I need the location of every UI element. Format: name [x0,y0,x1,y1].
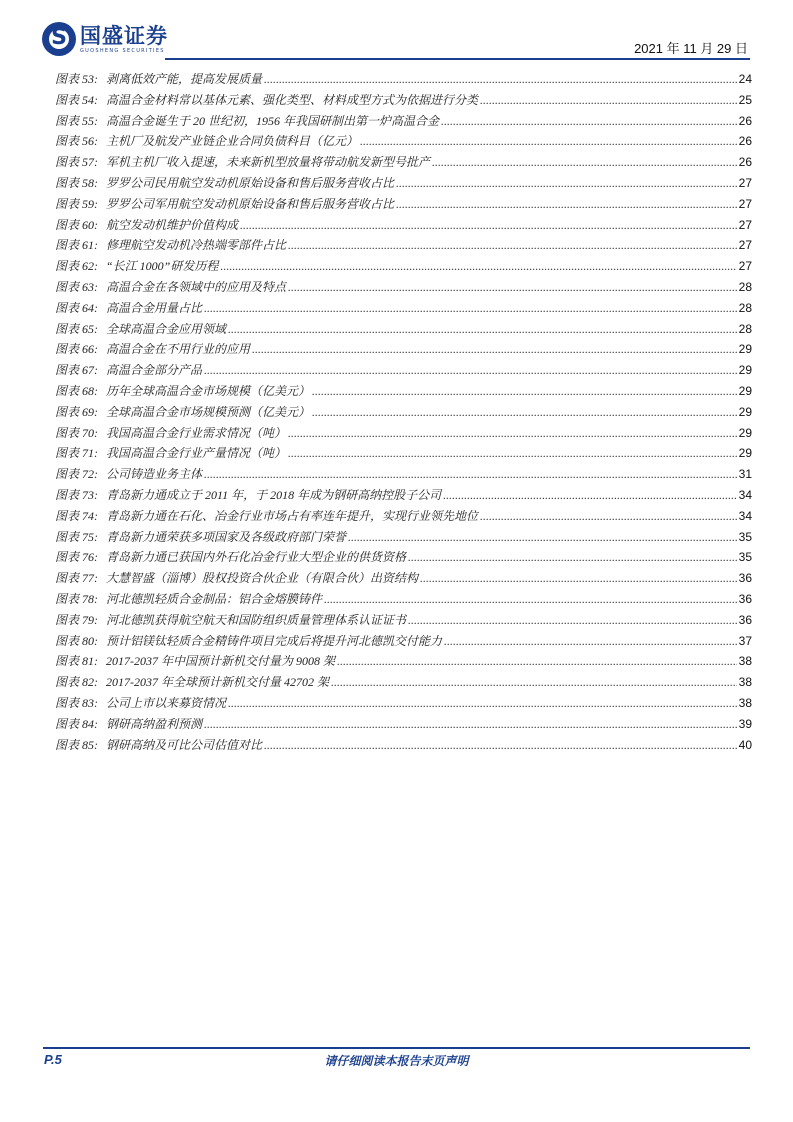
dot-leader [204,363,737,378]
report-date: 2021 年 11 月 29 日 [634,41,748,56]
figure-title[interactable]: 我国高温合金行业需求情况（吨） [106,425,287,440]
page-ref[interactable]: 37 [738,633,752,648]
page-ref[interactable]: 28 [738,279,752,294]
dot-leader [324,592,737,607]
dot-leader [288,446,737,461]
dot-leader [252,342,737,357]
toc-entry[interactable] [55,174,752,195]
page-ref[interactable]: 28 [738,321,752,336]
dot-leader [312,384,737,399]
page-ref[interactable]: 39 [738,716,752,731]
toc-entry[interactable] [55,424,752,445]
dot-leader [480,509,737,524]
figure-label: 图表 69: [55,404,98,419]
toc-entry[interactable] [55,257,752,278]
figure-title[interactable]: 高温合金材料常以基体元素、强化类型、材料成型方式为依据进行分类 [106,92,479,107]
dot-leader [396,197,737,212]
toc-entry[interactable] [55,153,752,174]
figure-title[interactable]: 剥离低效产能，提高发展质量 [106,72,263,86]
page-ref[interactable]: 27 [738,217,752,232]
dot-leader [288,426,737,441]
dot-leader [396,176,737,191]
toc-entry[interactable] [55,195,752,216]
dot-leader [480,93,737,108]
dot-leader [204,717,737,732]
figure-label: 图表 81: [55,654,98,669]
toc-entry[interactable] [55,299,752,320]
figure-label: 图表 57: [55,155,98,170]
figure-title[interactable]: 钢研高纳及可比公司估值对比 [106,737,263,752]
figure-title[interactable]: 大慧智盛（淄博）股权投资合伙企业（有限合伙）出资结构 [106,571,419,586]
figure-title[interactable]: 青岛新力通已获国内外石化冶金行业大型企业的供货资格 [106,550,407,565]
figure-title[interactable]: 高温合金用量占比 [106,300,203,315]
figure-label: 图表 85: [55,737,98,752]
figure-label: 图表 65: [55,321,98,336]
figure-title[interactable]: 河北德凯轻质合金制品：铝合金熔膜铸件 [106,591,323,606]
page-ref[interactable]: 29 [738,425,752,440]
figure-title[interactable]: 河北德凯获得航空航天和国防组织质量管理体系认证证书 [106,612,407,627]
figure-label: 图表 64: [55,300,98,315]
toc-entry[interactable] [55,673,752,694]
toc-entry[interactable] [55,611,752,632]
figure-label: 图表 56: [55,134,98,149]
figure-label: 图表 55: [55,113,98,128]
dot-leader [204,467,737,482]
disclaimer: 请仔细阅读本报告末页声明 [324,1054,469,1068]
dot-leader [220,259,736,274]
header-divider [165,58,750,60]
toc-entry[interactable] [55,361,752,382]
figure-label: 图表 74: [55,508,98,523]
figure-label: 图表 79: [55,612,98,627]
page-ref[interactable]: 28 [738,300,752,315]
page-ref[interactable]: 27 [738,196,752,211]
dot-leader [331,675,737,690]
page-ref[interactable]: 40 [738,737,752,752]
figure-label: 图表 78: [55,591,98,606]
figure-label: 图表 53: [55,72,98,86]
page-ref[interactable]: 26 [738,155,752,170]
page-ref[interactable]: 26 [738,113,752,128]
dot-leader [288,238,737,253]
figure-title[interactable]: 公司铸造业务主体 [106,467,203,482]
figure-title[interactable]: 修理航空发动机冷热端零部件占比 [106,238,287,253]
page-ref[interactable]: 27 [738,175,752,190]
figure-label: 图表 66: [55,342,98,357]
page-ref[interactable]: 29 [738,446,752,461]
figure-title[interactable]: 罗罗公司军用航空发动机原始设备和售后服务营收占比 [106,196,395,211]
toc-entry[interactable] [55,91,752,112]
figure-label: 图表 71: [55,446,98,461]
dot-leader [264,738,737,753]
page-ref[interactable]: 27 [738,259,752,274]
logo-name: 国盛证券 [80,24,168,48]
toc-entry[interactable] [55,70,752,91]
dot-leader [432,155,737,170]
figure-title[interactable]: 2017-2037 年中国预计新机交付量为 9008 架 [106,654,335,669]
figure-title[interactable]: 全球高温合金市场规模预测（亿美元） [106,404,311,419]
page-ref[interactable]: 29 [738,363,752,378]
figure-label: 图表 75: [55,529,98,544]
figure-title[interactable]: 青岛新力通成立于 2011 年，于 2018 年成为钢研高纳控股子公司 [106,487,442,502]
figure-title[interactable]: 高温合金部分产品 [106,363,203,378]
toc-entry[interactable] [55,112,752,133]
figure-title[interactable]: 罗罗公司民用航空发动机原始设备和售后服务营收占比 [106,175,395,190]
toc-entry[interactable] [55,486,752,507]
dot-leader [360,134,737,149]
toc-entry[interactable] [55,569,752,590]
page-ref[interactable]: 34 [738,487,752,502]
figure-title[interactable]: 青岛新力通在石化、冶金行业市场占有率连年提升，实现行业领先地位 [106,508,479,523]
dot-leader [444,634,737,649]
page-ref[interactable]: 25 [738,92,752,107]
page-ref[interactable]: 38 [738,675,752,690]
figure-label: 图表 76: [55,550,98,565]
page-ref[interactable]: 29 [738,342,752,357]
dot-leader [228,322,737,337]
page-ref[interactable]: 26 [738,134,752,149]
dot-leader [264,72,737,87]
figure-label: 图表 82: [55,675,98,690]
page-ref[interactable]: 35 [738,550,752,565]
toc-entry[interactable] [55,715,752,736]
page-ref[interactable]: 29 [738,404,752,419]
toc-entry[interactable] [55,736,752,757]
figure-title[interactable]: 军机主机厂收入提速，未来新机型放量将带动航发新型号批产 [106,155,431,170]
figure-label: 图表 77: [55,571,98,586]
figure-title[interactable]: 高温合金在不用行业的应用 [106,342,251,357]
figure-label: 图表 83: [55,695,98,710]
toc-entry[interactable] [55,632,752,653]
page-ref[interactable]: 35 [738,529,752,544]
figure-title[interactable]: “长江 1000”研发历程 [106,259,219,274]
page-ref[interactable]: 34 [738,508,752,523]
figure-label: 图表 61: [55,238,98,253]
dot-leader [420,571,737,586]
dot-leader [204,301,737,316]
figure-title[interactable]: 公司上市以来募资情况 [106,695,227,710]
toc-entry[interactable] [55,403,752,424]
dot-leader [443,488,737,503]
dot-leader [337,654,737,669]
page-ref[interactable]: 38 [738,695,752,710]
figure-title[interactable]: 历年全球高温合金市场规模（亿美元） [106,383,311,398]
figure-label: 图表 70: [55,425,98,440]
figure-label: 图表 68: [55,383,98,398]
dot-leader [441,114,737,129]
dot-leader [312,405,737,420]
footer-divider [43,1047,750,1049]
figure-title[interactable]: 预计铝镁钛轻质合金精铸件项目完成后将提升河北德凯交付能力 [106,633,443,648]
figure-title[interactable]: 航空发动机维护价值构成 [106,217,239,232]
figure-title[interactable]: 高温合金诞生于 20 世纪初，1956 年我国研制出第一炉高温合金 [106,113,440,128]
page-ref[interactable]: 36 [738,612,752,627]
toc-entry[interactable] [55,444,752,465]
dot-leader [408,550,737,565]
toc-entry[interactable] [55,694,752,715]
figure-label: 图表 80: [55,633,98,648]
figure-title[interactable]: 高温合金在各领域中的应用及特点 [106,279,287,294]
toc-entry[interactable] [55,132,752,153]
figure-label: 图表 63: [55,279,98,294]
page-ref[interactable]: 31 [738,467,752,482]
toc-entry[interactable] [55,320,752,341]
page-ref[interactable]: 29 [738,383,752,398]
figure-title[interactable]: 主机厂及航发产业链企业合同负债科目（亿元） [106,134,359,149]
figure-label: 图表 54: [55,92,98,107]
page-ref[interactable]: 36 [738,571,752,586]
dot-leader [240,218,737,233]
page-ref[interactable]: 36 [738,591,752,606]
toc-entry[interactable] [55,465,752,486]
figure-label: 图表 67: [55,363,98,378]
figure-title[interactable]: 我国高温合金行业产量情况（吨） [106,446,287,461]
toc-entry[interactable] [55,382,752,403]
figure-label: 图表 72: [55,467,98,482]
toc-entry[interactable] [55,548,752,569]
page-number: P.5 [44,1052,62,1067]
dot-leader [288,280,737,295]
figure-title[interactable]: 2017-2037 年全球预计新机交付量 42702 架 [106,675,329,690]
figure-title[interactable]: 全球高温合金应用领域 [106,321,227,336]
toc-entry[interactable] [55,528,752,549]
toc-entry[interactable] [55,507,752,528]
figure-label: 图表 58: [55,175,98,190]
figure-title[interactable]: 青岛新力通荣获多项国家及各级政府部门荣誉 [106,529,347,544]
toc-entry[interactable] [55,278,752,299]
figure-title[interactable]: 钢研高纳盈利预测 [106,716,203,731]
page-ref[interactable]: 38 [738,654,752,669]
logo-name-en: GUOSHENG SECURITIES [80,48,165,54]
toc-entry[interactable] [55,340,752,361]
figure-index [55,70,752,756]
toc-entry[interactable] [55,590,752,611]
page-ref[interactable]: 27 [738,238,752,253]
dot-leader [348,530,737,545]
toc-entry[interactable] [55,236,752,257]
logo-icon [42,22,76,56]
figure-label: 图表 62: [55,259,98,274]
dot-leader [228,696,737,711]
figure-label: 图表 60: [55,217,98,232]
page-ref[interactable]: 24 [738,72,752,86]
figure-label: 图表 73: [55,487,98,502]
figure-label: 图表 59: [55,196,98,211]
toc-entry[interactable] [55,216,752,237]
company-logo [42,22,168,56]
dot-leader [408,613,737,628]
toc-entry[interactable] [55,652,752,673]
figure-label: 图表 84: [55,716,98,731]
